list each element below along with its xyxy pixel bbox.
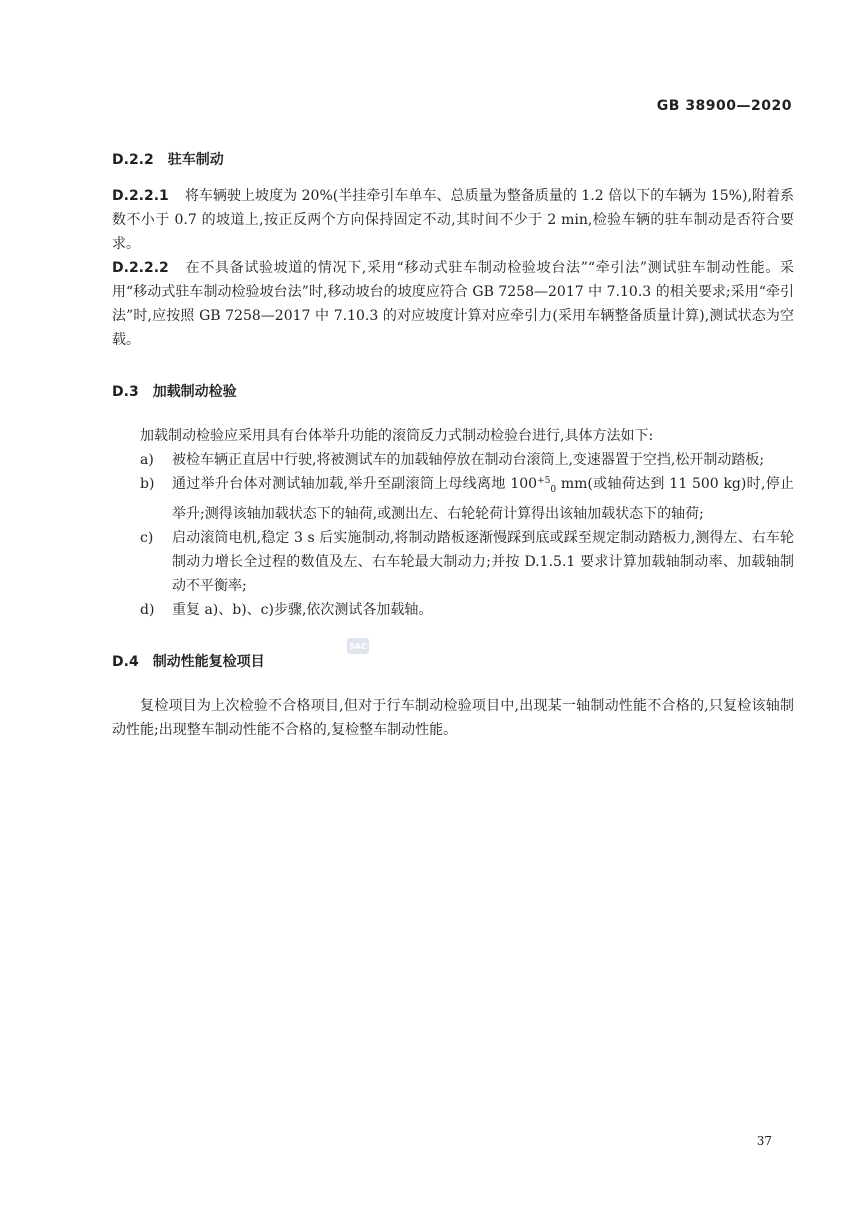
spacer: [112, 404, 794, 424]
section-heading-d22: [112, 148, 794, 172]
list-label: d): [140, 601, 155, 618]
section-number: D.3: [112, 384, 139, 400]
section-intro: 加载制动检验应采用具有台体举升功能的滚筒反力式制动检验台进行,具体方法如下:: [140, 428, 654, 444]
page-number: 37: [756, 1134, 772, 1148]
spacer: [112, 622, 794, 650]
standard-code: GB 38900—2020: [656, 98, 792, 114]
document-body: [112, 148, 794, 742]
clause-number: D.2.2.1: [112, 188, 169, 204]
list-label: a): [140, 452, 154, 468]
clause-text: 在不具备试验坡道的情况下,采用“移动式驻车制动检验坡台法”“牵引法”测试驻车制动性能。采用“移动式驻车制动检验坡台法”时,移动坡台的坡度应符合 GB 7258—2017 中 7.10.3 的相关要求;采用“牵引法”时,应按照 GB 7258—2017 中 7.10.3 的对应坡度计算对应牵引力(采用车辆整备质量计算),测试状态为空载。: [112, 260, 794, 348]
section-number: D.4: [112, 653, 139, 670]
list-label: c): [140, 529, 154, 546]
list-item-a: [112, 448, 794, 472]
list-label: b): [140, 476, 155, 492]
list-text: 重复 a)、b)、c)步骤,依次测试各加载轴。: [172, 601, 433, 618]
section-title: 加载制动检验: [152, 384, 237, 400]
tolerance-upper: +5: [537, 476, 551, 486]
tolerance-lower: 0: [550, 484, 557, 495]
list-text-before: 通过举升台体对测试轴加载,举升至副滚筒上母线离地 100: [172, 476, 538, 492]
list-item-c: [112, 526, 794, 598]
section-heading-d3: [112, 380, 794, 404]
list-item-d: [112, 598, 794, 622]
sac-watermark: SAC: [347, 638, 369, 654]
section-title: 制动性能复检项目: [152, 653, 265, 670]
section-body: 复检项目为上次检验不合格项目,但对于行车制动检验项目中,出现某一轴制动性能不合格的,只复检该轴制动性能;出现整车制动性能不合格的,复检整车制动性能。: [112, 697, 794, 738]
list-item-b: [112, 472, 794, 526]
section-title: 驻车制动: [167, 152, 224, 168]
list-text: 启动滚筒电机,稳定 3 s 后实施制动,将制动踏板逐渐慢踩到底或踩至规定制动踏板力,测得左、右车轮制动力增长全过程的数值及左、右车轮最大制动力;并按 D.1.5.1 要求计算加载轴制动率、加载轴制动不平衡率;: [172, 529, 794, 594]
clause-number: D.2.2.2: [112, 260, 169, 276]
clause-text: 将车辆驶上坡度为 20%(半挂牵引车单车、总质量为整备质量的 1.2 倍以下的车辆为 15%),附着系数不小于 0.7 的坡道上,按正反两个方向保持固定不动,其时间不少于 2 min,检验车辆的驻车制动是否符合要求。: [112, 188, 794, 252]
clause-d221: [112, 184, 794, 256]
list-text: [172, 472, 794, 526]
list-text-after: mm(或轴荷达到 11 500 kg)时,停止举升;测得该轴加载状态下的轴荷,或测出左、右轮轮荷计算得出该轴加载状态下的轴荷;: [172, 476, 794, 522]
section-number: D.2.2: [112, 152, 154, 168]
list-text: 被检车辆正直居中行驶,将被测试车的加载轴停放在制动台滚筒上,变速器置于空挡,松开制动踏板;: [172, 452, 765, 468]
spacer: [112, 674, 794, 694]
section-heading-d4: [112, 650, 794, 674]
clause-d222: [112, 256, 794, 352]
spacer: [112, 352, 794, 380]
